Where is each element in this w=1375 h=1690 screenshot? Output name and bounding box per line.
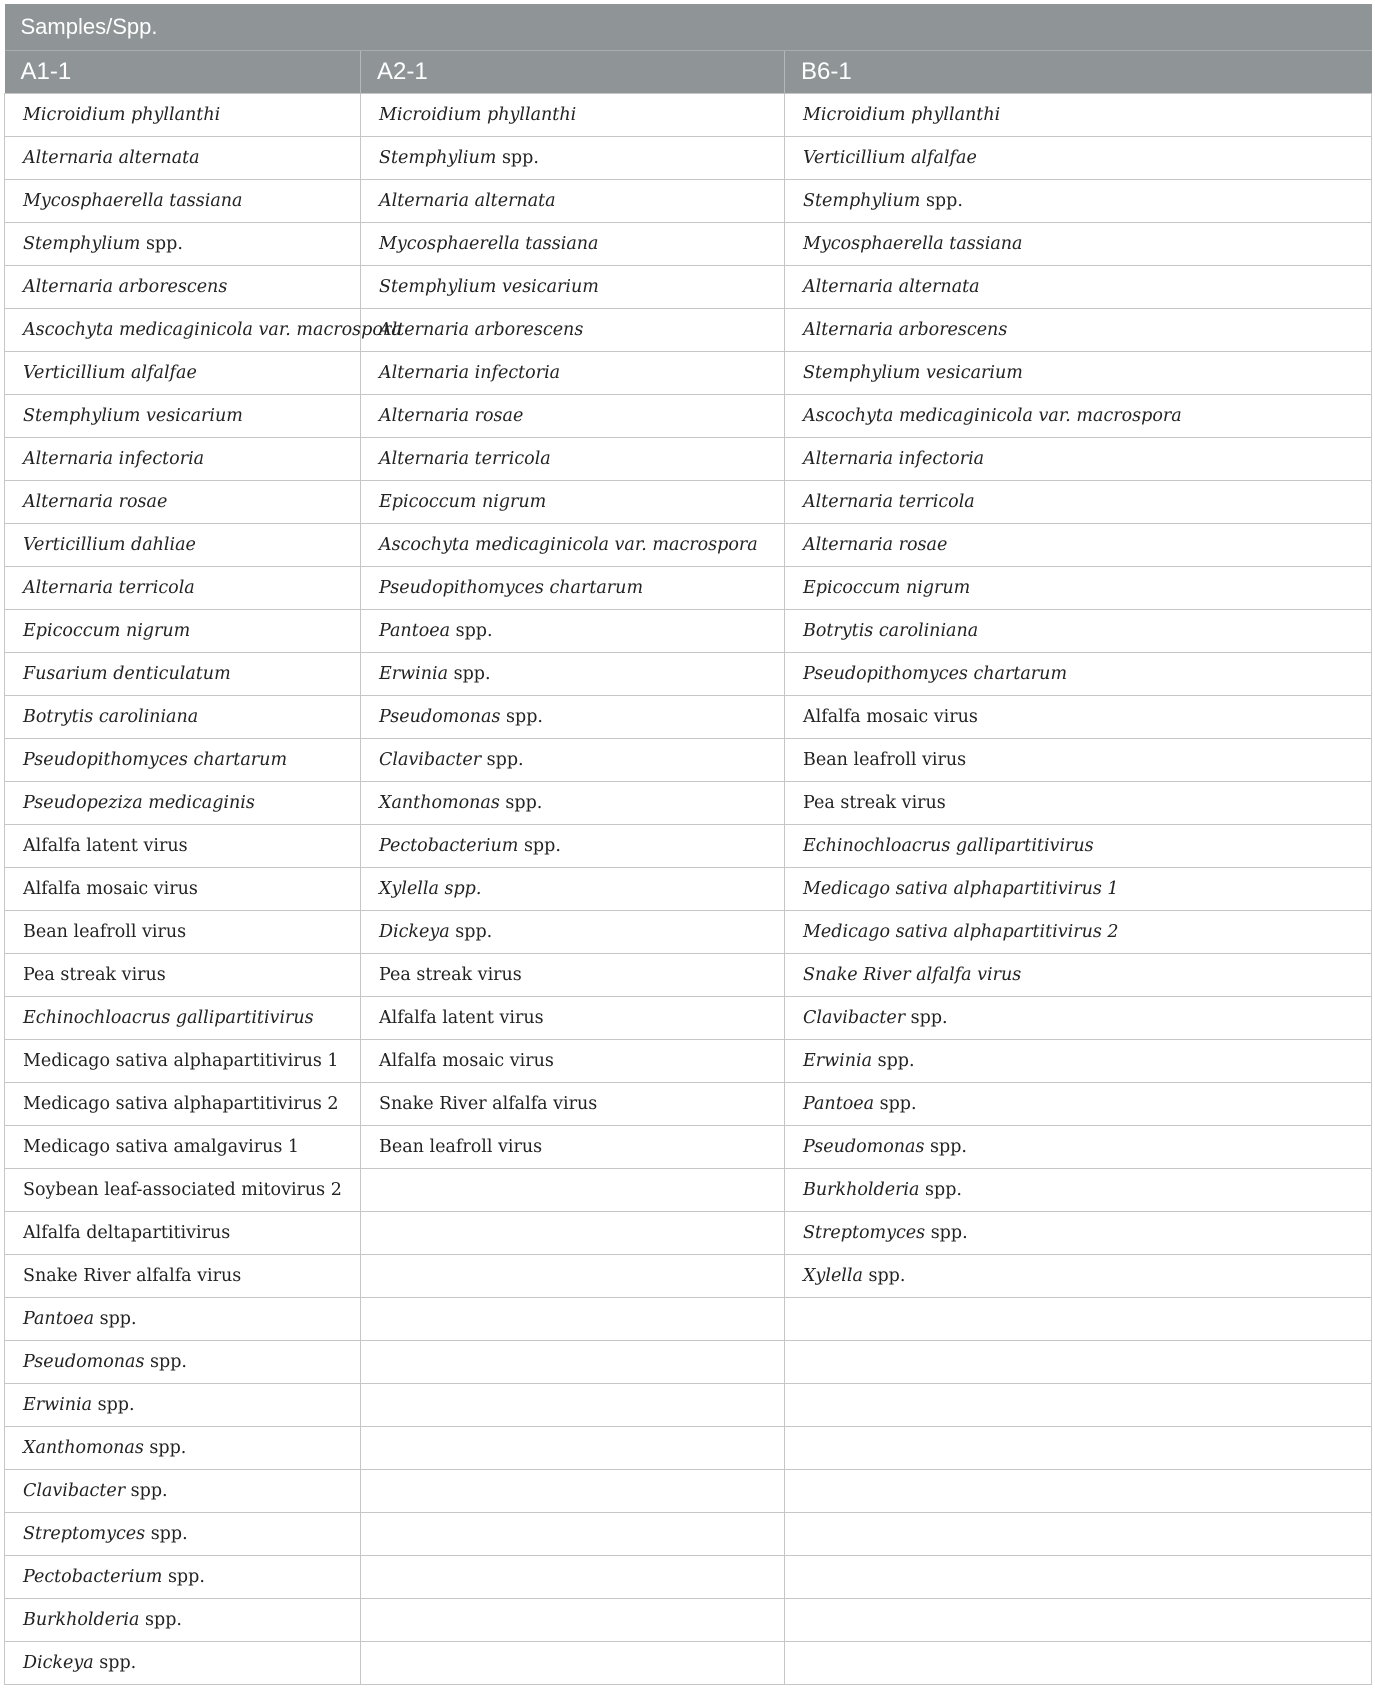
- table-cell-b6-1: [785, 1040, 1372, 1083]
- table-cell-a2-1: [361, 438, 785, 481]
- table-cell-a2-1: [361, 997, 785, 1040]
- table-cell-a1-1: [5, 309, 402, 352]
- table-cell-a1-1: [5, 137, 361, 180]
- species-name-text: spp.: [496, 148, 539, 168]
- table-row: [5, 137, 1372, 180]
- species-name-italic: Microidium phyllanthi: [23, 105, 221, 125]
- species-name-text: Pea streak virus: [803, 793, 946, 813]
- table-cell-a2-1: [361, 1599, 785, 1642]
- table-cell-b6-1: [785, 395, 1372, 438]
- species-name-text: Medicago sativa alphapartitivirus 1: [23, 1051, 339, 1071]
- species-name-italic: Xanthomonas: [23, 1438, 144, 1458]
- species-name-italic: Alternaria infectoria: [379, 363, 561, 383]
- species-name-italic: Pseudopithomyces chartarum: [803, 664, 1068, 684]
- table-row: [5, 1470, 1372, 1513]
- species-name-italic: Pantoea: [379, 621, 451, 641]
- species-name-text: spp.: [449, 922, 493, 942]
- species-name-italic: Xylella spp.: [379, 879, 482, 899]
- species-name-text: spp.: [162, 1567, 205, 1587]
- table-cell-a1-1: [5, 911, 361, 954]
- table-cell-a2-1: [361, 137, 785, 180]
- table-row: [5, 1427, 1372, 1470]
- species-name-italic: Microidium phyllanthi: [379, 105, 577, 125]
- species-name-text: spp.: [481, 750, 524, 770]
- species-name-italic: Epicoccum nigrum: [23, 621, 191, 641]
- column-header-b6-1: B6-1: [785, 51, 1372, 94]
- table-cell-a2-1: [361, 223, 785, 266]
- table-cell-a1-1: [5, 1556, 361, 1599]
- table-row: [5, 1556, 1372, 1599]
- species-name-italic: Stemphylium vesicarium: [23, 406, 243, 426]
- species-name-italic: Mycosphaerella tassiana: [379, 234, 599, 254]
- table-cell-b6-1: [785, 1599, 1372, 1642]
- species-name-italic: Botrytis caroliniana: [803, 621, 979, 641]
- species-name-italic: Stemphylium: [379, 148, 497, 168]
- species-name-text: spp.: [92, 1395, 135, 1415]
- table-cell-b6-1: [785, 180, 1372, 223]
- table-cell-b6-1: [785, 1384, 1372, 1427]
- table-title: Samples/Spp.: [5, 4, 1372, 51]
- species-table: [4, 4, 1372, 1685]
- table-cell-b6-1: [785, 997, 1372, 1040]
- table-row: [5, 825, 1372, 868]
- table-cell-a2-1: [361, 1384, 785, 1427]
- species-name-text: spp.: [905, 1008, 948, 1028]
- species-name-italic: Streptomyces: [803, 1223, 926, 1243]
- table-cell-b6-1: [785, 782, 1372, 825]
- species-name-italic: Pseudomonas: [379, 707, 501, 727]
- table-cell-b6-1: [785, 825, 1372, 868]
- table-row: [5, 1126, 1372, 1169]
- table-cell-b6-1: [785, 1341, 1372, 1384]
- species-name-italic: Stemphylium: [803, 191, 921, 211]
- table-cell-a2-1: [361, 1169, 785, 1212]
- table-cell-a1-1: [5, 1384, 361, 1427]
- table-row: [5, 868, 1372, 911]
- table-cell-a1-1: [5, 739, 361, 782]
- species-name-italic: Echinochloacrus gallipartitivirus: [23, 1008, 314, 1028]
- species-name-italic: Alternaria rosae: [803, 535, 948, 555]
- species-name-italic: Verticillium dahliae: [23, 535, 196, 555]
- species-name-italic: Xanthomonas: [379, 793, 500, 813]
- species-name-italic: Alternaria terricola: [23, 578, 195, 598]
- species-name-text: Alfalfa mosaic virus: [803, 707, 978, 727]
- table-cell-b6-1: [785, 696, 1372, 739]
- species-name-italic: Dickeya: [379, 922, 450, 942]
- table-cell-a1-1: [5, 954, 361, 997]
- species-name-text: spp.: [925, 1223, 968, 1243]
- table-cell-a2-1: [361, 1470, 785, 1513]
- table-cell-a1-1: [5, 653, 361, 696]
- species-name-italic: Mycosphaerella tassiana: [803, 234, 1023, 254]
- table-cell-a2-1: [361, 782, 785, 825]
- species-name-italic: Pantoea: [23, 1309, 95, 1329]
- species-name-italic: Alternaria arborescens: [803, 320, 1008, 340]
- table-cell-a2-1: [361, 524, 785, 567]
- column-header-a2-1: A2-1: [361, 51, 785, 94]
- species-name-text: spp.: [874, 1094, 917, 1114]
- species-name-text: spp.: [450, 621, 493, 641]
- table-cell-b6-1: [785, 524, 1372, 567]
- table-cell-b6-1: [785, 1556, 1372, 1599]
- table-cell-a2-1: [361, 1040, 785, 1083]
- table-row: [5, 395, 1372, 438]
- table-cell-b6-1: [785, 223, 1372, 266]
- species-name-italic: Pseudomonas: [803, 1137, 925, 1157]
- species-name-italic: Clavibacter: [803, 1008, 906, 1028]
- species-name-italic: Clavibacter: [379, 750, 482, 770]
- table-row: [5, 309, 1372, 352]
- species-name-italic: Dickeya: [23, 1653, 94, 1673]
- table-row: [5, 954, 1372, 997]
- species-name-text: Alfalfa mosaic virus: [23, 879, 198, 899]
- table-row: [5, 1642, 1372, 1685]
- table-cell-a2-1: [361, 868, 785, 911]
- species-name-text: Bean leafroll virus: [803, 750, 967, 770]
- species-name-text: Snake River alfalfa virus: [379, 1094, 598, 1114]
- table-cell-b6-1: [785, 954, 1372, 997]
- species-name-italic: Mycosphaerella tassiana: [23, 191, 243, 211]
- species-name-text: spp.: [94, 1309, 137, 1329]
- table-row: [5, 1298, 1372, 1341]
- table-row: [5, 1040, 1372, 1083]
- table-cell-a1-1: [5, 567, 361, 610]
- species-name-italic: Burkholderia: [23, 1610, 140, 1630]
- table-cell-a2-1: [361, 1298, 785, 1341]
- table-row: [5, 739, 1372, 782]
- species-name-italic: Medicago sativa alphapartitivirus 1: [803, 879, 1119, 899]
- species-name-italic: Pseudopithomyces chartarum: [23, 750, 288, 770]
- species-name-text: spp.: [920, 191, 963, 211]
- table-cell-b6-1: [785, 739, 1372, 782]
- table-cell-a1-1: [5, 481, 361, 524]
- table-cell-b6-1: [785, 868, 1372, 911]
- table-cell-a1-1: [5, 1341, 361, 1384]
- table-cell-a2-1: [361, 825, 785, 868]
- species-name-italic: Verticillium alfalfae: [23, 363, 197, 383]
- table-cell-b6-1: [785, 266, 1372, 309]
- species-name-italic: Pseudomonas: [23, 1352, 145, 1372]
- table-cell-b6-1: [785, 1470, 1372, 1513]
- species-name-italic: Stemphylium: [23, 234, 141, 254]
- table-cell-b6-1: [785, 1427, 1372, 1470]
- table-cell-a2-1: [361, 94, 785, 137]
- species-name-italic: Pseudopeziza medicaginis: [23, 793, 255, 813]
- table-cell-a2-1: [361, 567, 785, 610]
- species-name-text: Medicago sativa alphapartitivirus 2: [23, 1094, 339, 1114]
- species-name-italic: Erwinia: [803, 1051, 873, 1071]
- table-body: [5, 94, 1372, 1685]
- table-cell-b6-1: [785, 567, 1372, 610]
- table-row: [5, 1212, 1372, 1255]
- table-cell-a1-1: [5, 782, 361, 825]
- species-name-italic: Streptomyces: [23, 1524, 146, 1544]
- table-cell-b6-1: [785, 1083, 1372, 1126]
- species-name-text: spp.: [862, 1266, 906, 1286]
- species-name-text: spp.: [919, 1180, 962, 1200]
- species-name-italic: Alternaria terricola: [803, 492, 975, 512]
- table-cell-b6-1: [785, 911, 1372, 954]
- table-cell-a2-1: [361, 1556, 785, 1599]
- species-name-text: spp.: [139, 1610, 182, 1630]
- species-name-text: spp.: [143, 1438, 187, 1458]
- table-cell-a2-1: [361, 1642, 785, 1685]
- species-name-text: Bean leafroll virus: [23, 922, 187, 942]
- table-cell-b6-1: [785, 309, 1372, 352]
- column-header-row: [5, 51, 1372, 94]
- table-cell-a1-1: [5, 1427, 361, 1470]
- table-row: [5, 1083, 1372, 1126]
- species-name-text: spp.: [140, 234, 183, 254]
- table-container: [4, 4, 1371, 1685]
- species-name-text: spp.: [500, 707, 543, 727]
- species-name-italic: Microidium phyllanthi: [803, 105, 1001, 125]
- table-cell-a1-1: [5, 1642, 361, 1685]
- species-name-text: Pea streak virus: [379, 965, 522, 985]
- species-name-italic: Alternaria arborescens: [379, 320, 584, 340]
- species-name-text: spp.: [125, 1481, 168, 1501]
- table-cell-b6-1: [785, 352, 1372, 395]
- species-name-italic: Pantoea: [803, 1094, 875, 1114]
- table-cell-b6-1: [785, 481, 1372, 524]
- table-row: [5, 94, 1372, 137]
- table-cell-a1-1: [5, 1470, 361, 1513]
- species-name-italic: Alternaria alternata: [803, 277, 980, 297]
- table-cell-a1-1: [5, 610, 361, 653]
- table-cell-a2-1: [361, 395, 785, 438]
- table-cell-a1-1: [5, 1040, 361, 1083]
- table-cell-a1-1: [5, 352, 361, 395]
- table-cell-b6-1: [785, 1298, 1372, 1341]
- table-cell-a1-1: [5, 825, 361, 868]
- table-cell-a1-1: [5, 266, 361, 309]
- species-name-text: Medicago sativa amalgavirus 1: [23, 1137, 300, 1157]
- species-name-italic: Pectobacterium: [23, 1567, 163, 1587]
- species-name-italic: Alternaria alternata: [23, 148, 200, 168]
- species-name-text: spp.: [448, 664, 491, 684]
- table-row: [5, 1384, 1372, 1427]
- table-cell-b6-1: [785, 1126, 1372, 1169]
- species-name-italic: Ascochyta medicaginicola var. macrospora: [379, 535, 758, 555]
- table-cell-a1-1: [5, 1126, 361, 1169]
- species-name-italic: Alternaria rosae: [379, 406, 524, 426]
- table-title-row: [5, 4, 1372, 51]
- table-row: [5, 911, 1372, 954]
- species-name-text: spp.: [924, 1137, 967, 1157]
- table-cell-a2-1: [361, 352, 785, 395]
- species-name-text: spp.: [145, 1524, 188, 1544]
- species-name-text: Soybean leaf-associated mitovirus 2: [23, 1180, 342, 1200]
- table-row: [5, 180, 1372, 223]
- table-cell-a2-1: [361, 1083, 785, 1126]
- table-row: [5, 352, 1372, 395]
- table-cell-a2-1: [361, 481, 785, 524]
- table-cell-a2-1: [361, 1255, 785, 1298]
- table-cell-b6-1: [785, 1255, 1372, 1298]
- table-cell-a2-1: [361, 739, 785, 782]
- table-cell-a1-1: [5, 1513, 361, 1556]
- table-cell-a2-1: [361, 1427, 785, 1470]
- species-name-italic: Pectobacterium: [379, 836, 519, 856]
- species-name-italic: Erwinia: [379, 664, 449, 684]
- table-cell-a2-1: [361, 1212, 785, 1255]
- table-row: [5, 997, 1372, 1040]
- table-cell-a1-1: [5, 524, 361, 567]
- table-cell-b6-1: [785, 137, 1372, 180]
- species-name-italic: Ascochyta medicaginicola var. macrospora: [803, 406, 1182, 426]
- species-name-italic: Snake River alfalfa virus: [803, 965, 1022, 985]
- table-cell-a2-1: [361, 1513, 785, 1556]
- table-row: [5, 782, 1372, 825]
- species-name-italic: Alternaria alternata: [379, 191, 556, 211]
- table-cell-b6-1: [785, 610, 1372, 653]
- table-cell-a2-1: [361, 911, 785, 954]
- table-cell-a1-1: [5, 223, 361, 266]
- table-row: [5, 1513, 1372, 1556]
- species-name-italic: Alternaria arborescens: [23, 277, 228, 297]
- table-cell-a1-1: [5, 438, 361, 481]
- species-name-italic: Alternaria terricola: [379, 449, 551, 469]
- table-cell-a2-1: [361, 266, 785, 309]
- table-cell-a1-1: [5, 696, 361, 739]
- species-name-italic: Xylella: [803, 1266, 863, 1286]
- species-name-text: spp.: [518, 836, 561, 856]
- table-cell-a1-1: [5, 94, 361, 137]
- species-name-italic: Echinochloacrus gallipartitivirus: [803, 836, 1094, 856]
- table-row: [5, 266, 1372, 309]
- species-name-italic: Clavibacter: [23, 1481, 126, 1501]
- table-cell-b6-1: [785, 1513, 1372, 1556]
- table-cell-a1-1: [5, 868, 361, 911]
- species-name-italic: Erwinia: [23, 1395, 93, 1415]
- table-row: [5, 481, 1372, 524]
- table-cell-b6-1: [785, 1642, 1372, 1685]
- table-cell-a1-1: [5, 997, 361, 1040]
- species-name-italic: Verticillium alfalfae: [803, 148, 977, 168]
- table-cell-a1-1: [5, 1599, 361, 1642]
- table-cell-a1-1: [5, 180, 361, 223]
- column-header-a1-1: A1-1: [5, 51, 361, 94]
- table-row: [5, 1255, 1372, 1298]
- table-row: [5, 1341, 1372, 1384]
- table-cell-a2-1: [361, 1341, 785, 1384]
- table-cell-a2-1: [361, 653, 785, 696]
- species-name-italic: Alternaria infectoria: [23, 449, 205, 469]
- table-cell-a1-1: [5, 395, 361, 438]
- table-cell-b6-1: [785, 94, 1372, 137]
- species-name-italic: Botrytis caroliniana: [23, 707, 199, 727]
- species-name-italic: Alternaria infectoria: [803, 449, 985, 469]
- table-cell-a1-1: [5, 1255, 361, 1298]
- species-name-italic: Pseudopithomyces chartarum: [379, 578, 644, 598]
- species-name-italic: Epicoccum nigrum: [803, 578, 971, 598]
- table-cell-a2-1: [361, 309, 785, 352]
- table-cell-a2-1: [361, 180, 785, 223]
- table-cell-a1-1: [5, 1212, 361, 1255]
- table-cell-a2-1: [361, 954, 785, 997]
- species-name-italic: Stemphylium vesicarium: [803, 363, 1023, 383]
- table-cell-b6-1: [785, 653, 1372, 696]
- species-name-text: Alfalfa deltapartitivirus: [23, 1223, 231, 1243]
- species-name-text: Bean leafroll virus: [379, 1137, 543, 1157]
- table-row: [5, 1599, 1372, 1642]
- table-cell-b6-1: [785, 1212, 1372, 1255]
- species-name-text: Snake River alfalfa virus: [23, 1266, 242, 1286]
- table-cell-b6-1: [785, 438, 1372, 481]
- table-cell-a2-1: [361, 696, 785, 739]
- species-name-italic: Stemphylium vesicarium: [379, 277, 599, 297]
- table-row: [5, 610, 1372, 653]
- species-name-text: Alfalfa mosaic virus: [379, 1051, 554, 1071]
- table-cell-a1-1: [5, 1298, 361, 1341]
- species-name-italic: Epicoccum nigrum: [379, 492, 547, 512]
- species-name-italic: Fusarium denticulatum: [23, 664, 231, 684]
- table-cell-b6-1: [785, 1169, 1372, 1212]
- species-name-text: Alfalfa latent virus: [379, 1008, 544, 1028]
- species-name-italic: Burkholderia: [803, 1180, 920, 1200]
- species-name-text: spp.: [144, 1352, 187, 1372]
- species-name-italic: Medicago sativa alphapartitivirus 2: [803, 922, 1119, 942]
- species-name-text: spp.: [872, 1051, 915, 1071]
- table-cell-a2-1: [361, 610, 785, 653]
- table-row: [5, 223, 1372, 266]
- table-row: [5, 567, 1372, 610]
- species-name-italic: Ascochyta medicaginicola var. macrospora: [23, 320, 402, 340]
- species-name-text: Alfalfa latent virus: [23, 836, 188, 856]
- table-row: [5, 1169, 1372, 1212]
- table-row: [5, 696, 1372, 739]
- table-cell-a2-1: [361, 1126, 785, 1169]
- table-row: [5, 524, 1372, 567]
- species-name-text: spp.: [93, 1653, 137, 1673]
- table-cell-a1-1: [5, 1083, 361, 1126]
- species-name-text: spp.: [499, 793, 543, 813]
- table-row: [5, 438, 1372, 481]
- table-row: [5, 653, 1372, 696]
- species-name-italic: Alternaria rosae: [23, 492, 168, 512]
- table-cell-a1-1: [5, 1169, 361, 1212]
- species-name-text: Pea streak virus: [23, 965, 166, 985]
